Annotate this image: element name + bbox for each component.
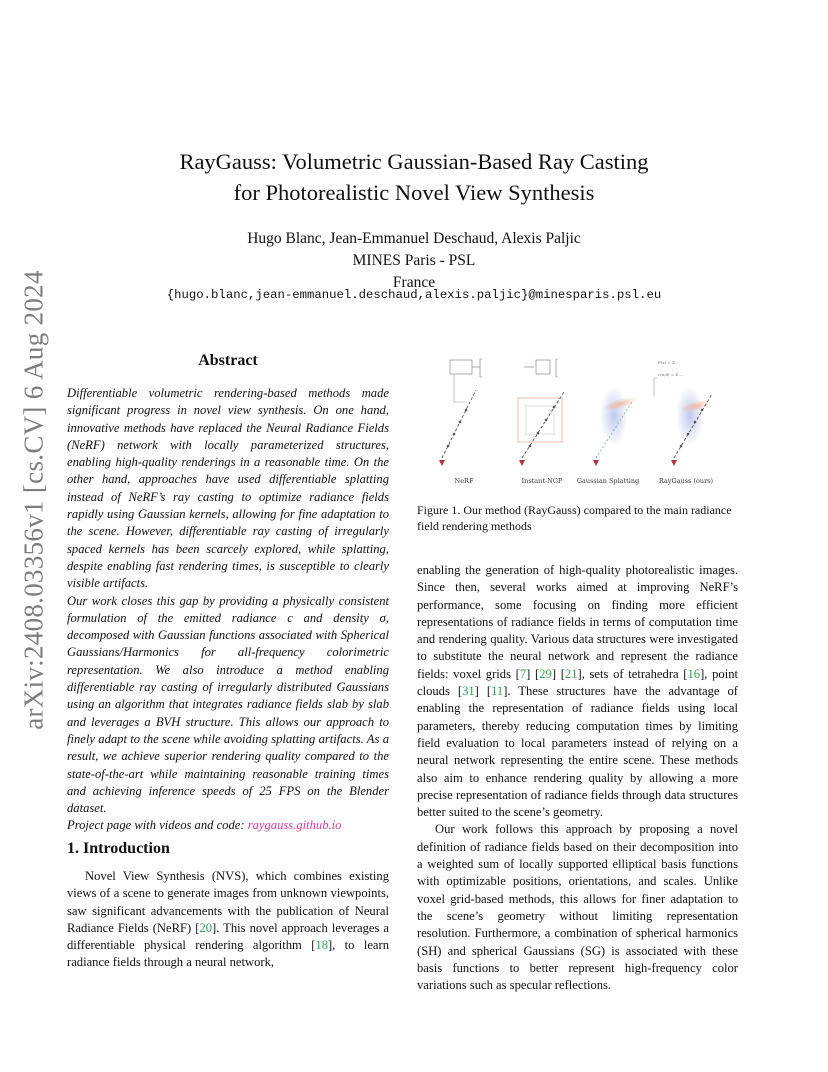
project-page-link[interactable]: raygauss.github.io xyxy=(247,818,342,833)
figure-label-nerf: NeRF xyxy=(454,477,474,485)
right-text-b: ], sets of tetrahedra [ xyxy=(577,666,688,681)
citation-11[interactable]: 11 xyxy=(491,684,504,699)
abstract-paragraph-1: Differentiable volumetric rendering-based methods made significant progress in novel view synthesis. On one hand, innovative methods have replaced the Neural Radiance Fields (NeRF) network with locally parameterized structures, enabling high-quality renderings in a reasonable time. On the other hand, approaches have used differentiable splatting instead of NeRF’s ray casting to optimize radiance fields rapidly using Gaussian kernels, allowing for fine adaptation to the scene. However, differentiable ray casting of irregularly spaced kernels has been scarcely explored, while splatting, despite enabling fast rendering times, is susceptible to clearly visible artifacts. xyxy=(67,386,389,591)
project-page-label: Project page with videos and code: xyxy=(67,818,248,833)
right-sep-1: ] [ xyxy=(526,666,540,681)
right-paragraph-2: Our work follows this approach by proposing a novel definition of radiance fields based on their decomposition into a weighted sum of locally supported elliptical basis functions with optimizable positions, orientations, and scales. Unlike voxel grid-based methods, this allows for finer adaptation to the scene’s geometry without limiting representation resolution. Furthermore, a combination of spherical harmonics (SH) and spherical Gaussians (SG) is associated with these basis functions to better represent high-frequency color variations such as specular reflections. xyxy=(417,822,738,993)
citation-20[interactable]: 20 xyxy=(199,920,213,935)
abstract-paragraph-2: Our work closes this gap by providing a physically consistent formulation of the emitted radiance c and density σ, decomposed with Gaussian functions associated with Spherical Gaussians/Harmonics for all-frequency colorimetric representation. We also introduce a method enabling differentiable ray casting of irregularly distributed Gaussians using an algorithm that integrates radiance fields slab by slab and leverages a BVH structure. This allows our approach to finely adapt to the scene while avoiding splatting artifacts. As a result, we achieve superior rendering quality compared to the state-of-the-art while maintaining reasonable training times and achieving inference speeds of 25 FPS on the Blender dataset. xyxy=(67,593,389,816)
svg-text:c(x,d) = Σ ...: c(x,d) = Σ ... xyxy=(658,372,684,377)
right-sep-3: ] [ xyxy=(474,684,492,699)
figure-label-raygauss: RayGauss (ours) xyxy=(658,477,714,485)
intro-text-c: ], to learn radiance fields through a neural network, xyxy=(67,938,389,970)
abstract-heading: Abstract xyxy=(198,352,258,369)
intro-text-a: Novel View Synthesis (NVS), which combines existing views of a scene to generate images from unknown viewpoints, saw significant advancements with the publication of Neural Radiance Fields (NeRF) [ xyxy=(67,869,389,935)
citation-21[interactable]: 21 xyxy=(564,666,578,681)
right-sep-2: ] [ xyxy=(551,666,565,681)
author-block xyxy=(0,228,828,294)
svg-text:F(x) = Σ ...: F(x) = Σ ... xyxy=(658,360,680,365)
introduction-body xyxy=(67,868,389,972)
right-column-body xyxy=(417,562,738,994)
abstract-body xyxy=(67,385,389,835)
author-emails: {hugo.blanc,jean-emmanuel.deschaud,alexis.paljic}@minesparis.psl.eu xyxy=(166,288,662,302)
citation-7[interactable]: 7 xyxy=(519,666,527,681)
authors: Hugo Blanc, Jean-Emmanuel Deschaud, Alexis Paljic xyxy=(247,230,581,247)
figure-1-diagram xyxy=(418,350,740,496)
arxiv-identifier: arXiv:2408.03356v1 [cs.CV] 6 Aug 2024 xyxy=(18,270,49,730)
figure-label-instant-ngp: Instant-NGP xyxy=(521,477,563,485)
right-text-d: ]. These structures have the advantage of enabling the representation of radiance fields using local parameters, thereby reducing computation times by limiting field evaluation to local parameters instead of relying on a neural network representing the entire scene. These methods also aim to enhance rendering quality by allowing a more precise representation of radiance fields through data structures better suited to the scene’s geometry. xyxy=(417,684,738,820)
citation-29[interactable]: 29 xyxy=(539,666,552,681)
title-line-2: for Photorealistic Novel View Synthesis xyxy=(233,180,595,205)
right-paragraph-1 xyxy=(417,562,738,821)
arxiv-sidebar xyxy=(14,270,54,730)
paper-title xyxy=(0,146,828,208)
citation-18[interactable]: 18 xyxy=(315,938,328,953)
raygauss-panel xyxy=(654,360,713,466)
citation-31[interactable]: 31 xyxy=(462,684,475,699)
title-line-1: RayGauss: Volumetric Gaussian-Based Ray Casting xyxy=(179,149,649,174)
instant-ngp-panel xyxy=(518,359,564,466)
gaussian-splatting-panel xyxy=(593,386,639,466)
citation-16[interactable]: 16 xyxy=(687,666,701,681)
intro-text-b: ]. This novel approach leverages a differentiable physical rendering algorithm [ xyxy=(67,920,389,953)
figure-1-caption: Figure 1. Our method (RayGauss) compared to the main radiance field rendering methods xyxy=(417,503,732,533)
nerf-panel xyxy=(439,359,482,466)
introduction-heading: 1. Introduction xyxy=(67,840,170,857)
intro-paragraph-1 xyxy=(67,868,389,972)
affiliation: MINES Paris - PSL xyxy=(352,252,476,269)
figure-label-gaussian-splatting: Gaussian Splatting xyxy=(576,477,640,485)
abstract-paragraph-3 xyxy=(67,817,389,834)
right-text-a: enabling the generation of high-quality photorealistic images. Since then, several works aimed at improving NeRF’s performance, some focusing on finding more efficient representations of radiance fields in terms of computation time and rendering quality. Various data structures were investigated to substitute the neural network and represent the radiance fields: voxel grids [ xyxy=(417,563,738,681)
country: France xyxy=(392,274,436,291)
right-text-c: ], point clouds [ xyxy=(417,666,738,699)
